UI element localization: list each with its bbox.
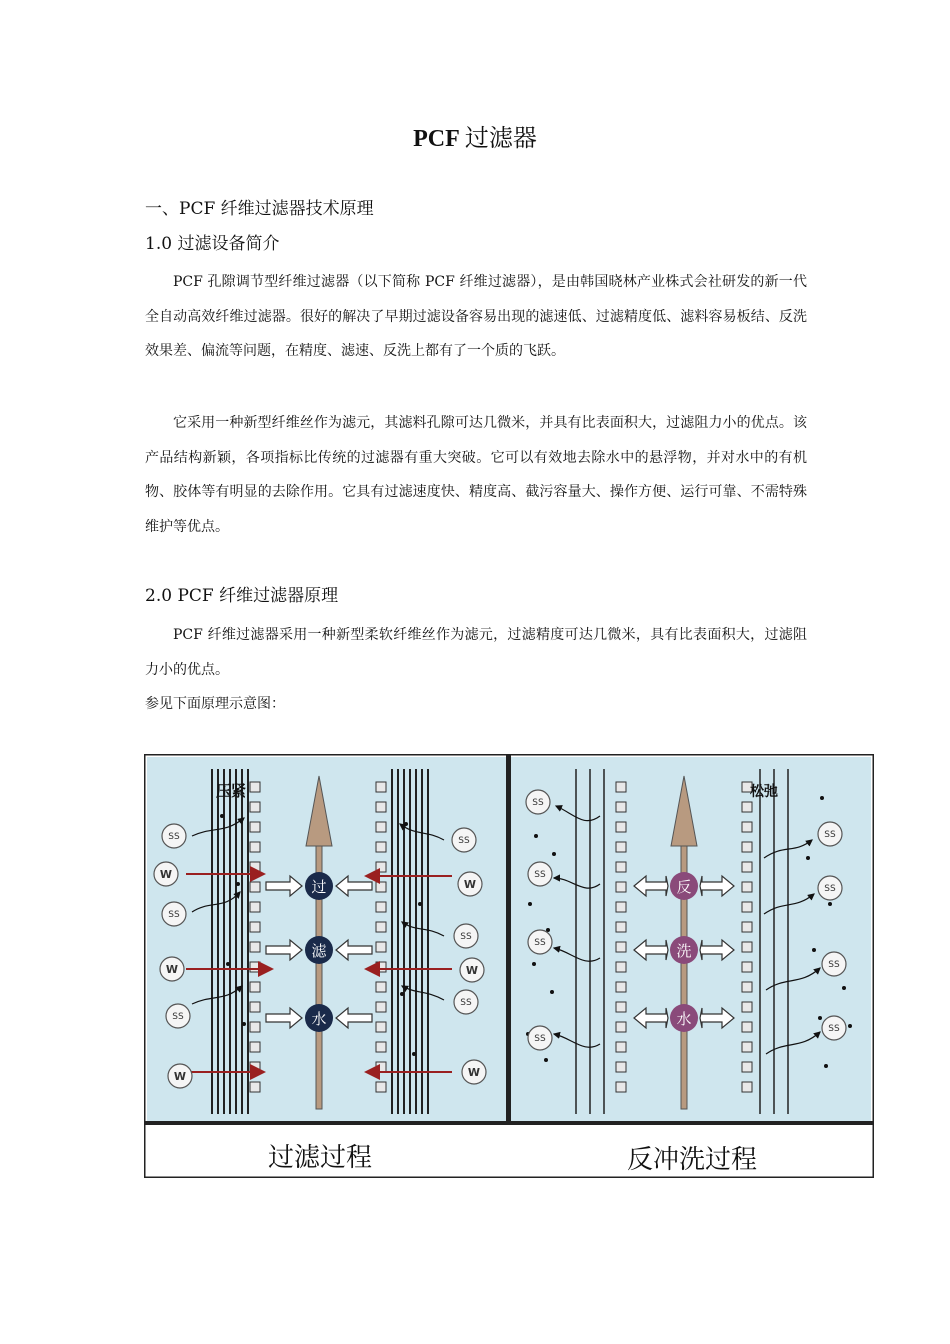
right-bubble-label-5: SS (824, 830, 836, 840)
right-center-char-2: 洗 (676, 942, 692, 960)
left-center-char-3: 水 (311, 1010, 327, 1028)
bubble-label-l3: SS (168, 910, 180, 920)
diagram-svg (144, 754, 874, 1178)
right-bubble-label-2: SS (534, 870, 546, 880)
subsection-heading-2-0: 2.0 PCF 纤维过滤器原理 (145, 586, 339, 606)
subsection-heading-1-0: 1.0 过滤设备简介 (145, 234, 280, 254)
section-heading-1: 一、PCF 纤维过滤器技术原理 (145, 199, 374, 219)
right-bubble-label-7: SS (828, 960, 840, 970)
bubble-label-l6: W (173, 1070, 187, 1083)
paragraph-intro-2: 它采用一种新型纤维丝作为滤元，其滤料孔隙可达几微米，并具有比表面积大，过滤阻力小的优点。该产品结构新颖，各项指标比传统的过滤器有重大突破。它可以有效地去除水中的悬浮物，并对水中的有机物、胶体等有明显的去除作用。它具有过滤速度快、精度高、截污容量大、操作方便、运行可靠、不需特殊维护等优点。 (145, 415, 807, 535)
right-bubble-label-4: SS (534, 1034, 546, 1044)
right-bubble-label-3: SS (534, 938, 546, 948)
right-center-char-1: 反 (676, 878, 692, 896)
bubble-label-r5: SS (460, 998, 472, 1008)
right-center-char-3: 水 (676, 1010, 692, 1028)
caption-divider (144, 1121, 874, 1125)
left-caption: 过滤过程 (267, 1143, 373, 1173)
bubble-label-l1: SS (168, 832, 180, 842)
right-bubble-label-1: SS (532, 798, 544, 808)
see-below-text: 参见下面原理示意图： (145, 696, 285, 712)
bubble-label-r1: SS (458, 836, 470, 846)
bubble-label-r2: W (463, 878, 477, 891)
left-fiber-bundle-right (392, 769, 428, 1114)
paragraph-intro-1: PCF 孔隙调节型纤维过滤器（以下简称 PCF 纤维过滤器），是由韩国晓林产业株式会社研发的新一代全自动高效纤维过滤器。很好的解决了早期过滤设备容易出现的滤速低、过滤精度低、滤料容易板结、反洗效果差、偏流等问题，在精度、滤速、反洗上都有了一个质的飞跃。 (145, 274, 807, 359)
bubble-label-l5: SS (172, 1012, 184, 1022)
left-center-char-2: 滤 (311, 942, 327, 960)
right-top-label: 松弛 (750, 784, 778, 800)
bubble-label-l2: W (159, 868, 173, 881)
right-caption: 反冲洗过程 (626, 1145, 758, 1175)
title-chinese: 过滤器 (464, 126, 537, 152)
right-bubble-label-8: SS (828, 1024, 840, 1034)
bubble-label-r3: SS (460, 932, 472, 942)
principle-diagram (144, 754, 874, 1178)
bubble-label-l4: W (165, 963, 179, 976)
left-center-char-1: 过 (311, 878, 327, 896)
left-top-label: 压紧 (216, 782, 247, 800)
paragraph-principle: PCF 纤维过滤器采用一种新型柔软纤维丝作为滤元，过滤精度可达几微米，具有比表面积大，过滤阻力小的优点。 (145, 627, 807, 678)
panel-divider (506, 754, 511, 1124)
bubble-label-r4: W (465, 964, 479, 977)
title-latin: PCF (413, 126, 459, 152)
bubble-label-r6: W (467, 1066, 481, 1079)
left-fiber-bundle-left (212, 769, 248, 1114)
page-title (0, 118, 950, 153)
right-bubble-label-6: SS (824, 884, 836, 894)
